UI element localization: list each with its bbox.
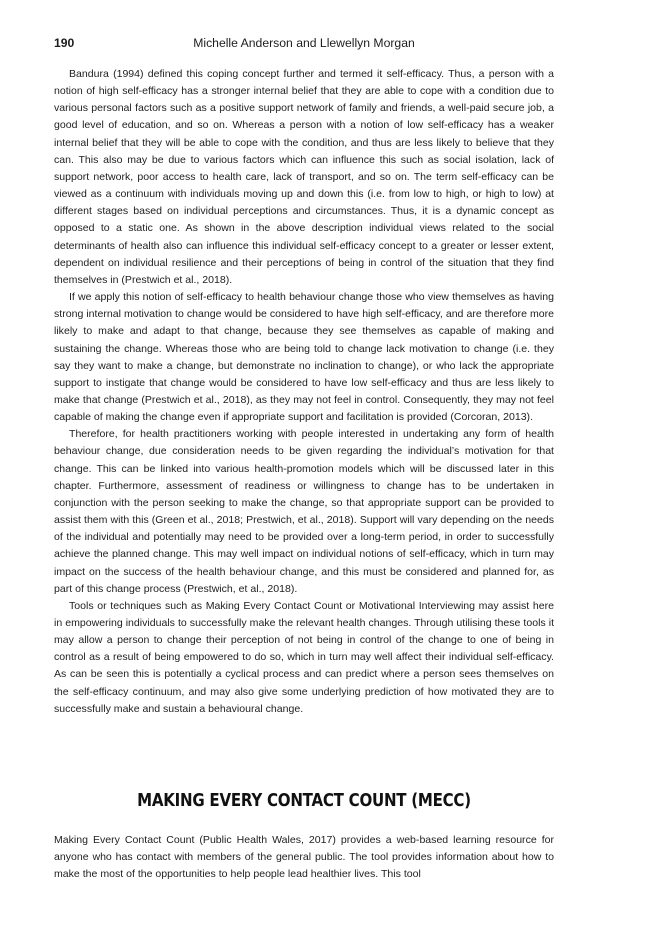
paragraph: If we apply this notion of self-efficacy to health behaviour change those who view themselves as having strong internal motivation to change would be considered to have high self-efficacy, and are therefore more likely to make and adapt to that change, because they see themselves as capable of making and sustaining the change. Whereas those who are being told to change lack motivation to change (i.e. they say they want to make a change, but demonstrate no inclination to change), or who lack the appropriate support to instigate that change would be considered to have low self-efficacy and thus are less likely to make that change (Prestwich et al., 2018), as they may not feel in control. Consequently, they may not feel capable of making the change even if appropriate support and facilitation is provided (Corcoran, 2013). [54,291,554,424]
running-head: Michelle Anderson and Llewellyn Morgan [193,36,415,50]
paragraph: Making Every Contact Count (Public Health Wales, 2017) provides a web-based learning resource for anyone who has contact with members of the general public. The tool provides information about how to make the most of the opportunities to help people lead healthier lives. This tool [54,834,554,881]
body-text [54,66,554,718]
paragraph: Tools or techniques such as Making Every Contact Count or Motivational Interviewing may assist here in empowering individuals to successfully make the relevant health changes. Through utilising these tools it may allow a person to change their perception of not being in control of the change to one of being in control as a result of being empowered to do so, which in turn may well affect their individual self-efficacy. As can be seen this is potentially a cyclical process and can predict where a person sees themselves on the self-efficacy continuum, and may also give some underlying prediction of how motivated they are to successfully make and sustain a behavioural change. [54,599,554,715]
page-number: 190 [54,36,75,50]
paragraph: Bandura (1994) defined this coping concept further and termed it self-efficacy. Thus, a person with a notion of high self-efficacy has a stronger internal belief that they are able to cope with a condition due to various personal factors such as a positive support network of family and friends, a well-paid secure job, a good level of education, and so on. Whereas a person with a notion of low self-efficacy has a weaker internal belief that they will be able to cope with the condition, and thus are less likely to believe that they can. This also may be due to various factors which can influence this such as social isolation, lack of support network, poor access to health care, lack of transport, and so on. The term self-efficacy can be viewed as a continuum with individuals moving up and down this (i.e. from low to high, or high to low) at different stages based on individual perceptions and circumstances. Thus, it is a dynamic concept as opposed to a static one. As shown in the above description individual views related to the social determinants of health also can influence this individual self-efficacy concept to a greater or lesser extent, dependent on individual resilience and their perceptions of being in control of the situation that they find themselves in (Prestwich et al., 2018). [54,68,554,286]
section-heading: MAKING EVERY CONTACT COUNT (MECC) [137,791,471,811]
paragraph: Therefore, for health practitioners working with people interested in undertaking any form of health behaviour change, due consideration needs to be given regarding the individual’s motivation for that change. This can be linked into various health-promotion models which will be discussed later in this chapter. Furthermore, assessment of readiness or willingness to change has to be undertaken in conjunction with the person seeking to make the change, so that appropriate support can be provided to assist them with this (Green et al., 2018; Prestwich, et al., 2018). Support will vary depending on the needs of the individual and potentially may need to be provided over a long-term period, in order to successfully achieve the planned change. This may well impact on individual notions of self-efficacy, which in turn may impact on the success of the health behaviour change, and this must be considered and planned for, as part of this change process (Prestwich, et al., 2018). [54,428,554,595]
page-header [54,36,554,54]
section-body [54,832,554,883]
